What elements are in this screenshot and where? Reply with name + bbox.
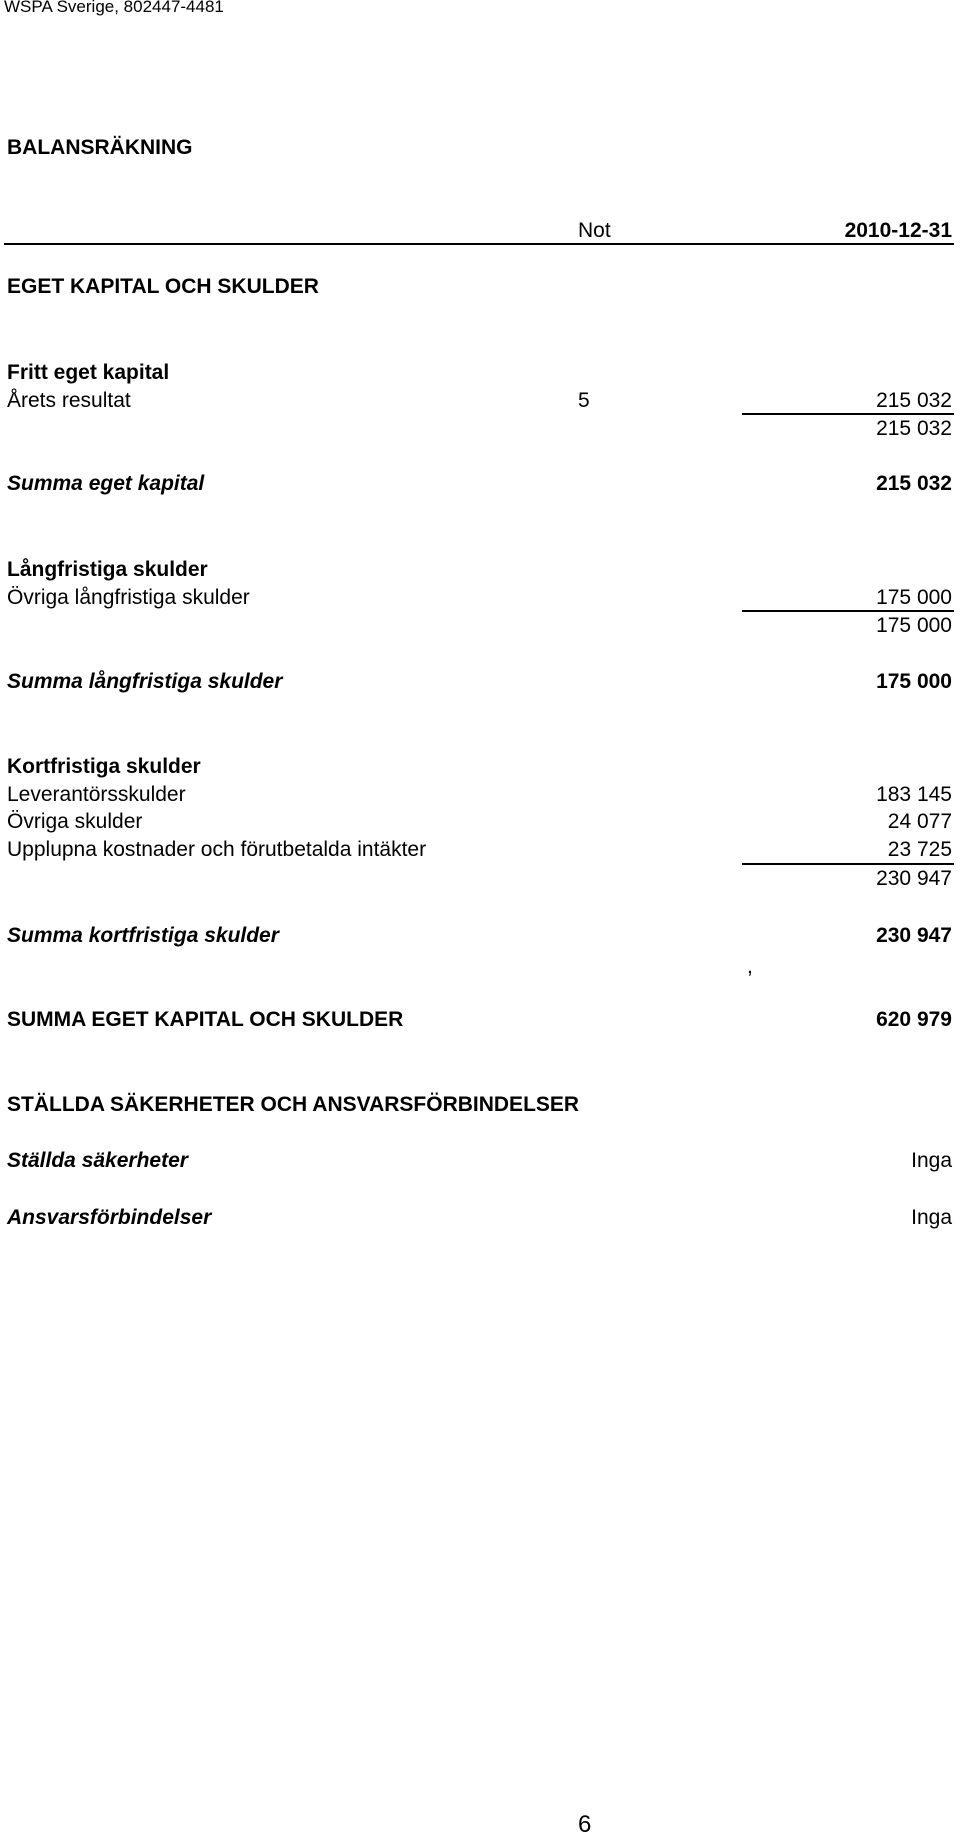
- section-heading-equity-liabilities: EGET KAPITAL OCH SKULDER: [7, 275, 319, 298]
- grand-total-value: 620 979: [876, 1008, 952, 1031]
- heading-stallda-sakerheter-ansvar: STÄLLDA SÄKERHETER OCH ANSVARSFÖRBINDELSER: [7, 1093, 580, 1116]
- row-label-leverantorsskulder: Leverantörsskulder: [7, 783, 186, 806]
- row-value-leverantorsskulder: 183 145: [876, 783, 952, 806]
- ansvarsforbindelser-value: Inga: [911, 1206, 952, 1229]
- summa-eget-kapital-label: Summa eget kapital: [7, 472, 205, 495]
- row-value-upplupna-kostnader: 23 725: [887, 838, 952, 861]
- row-note-arets-resultat: 5: [578, 389, 590, 412]
- summa-eget-kapital-value: 215 032: [876, 472, 952, 495]
- sum-rule: [742, 413, 954, 415]
- heading-fritt-eget-kapital: Fritt eget kapital: [7, 361, 170, 384]
- row-label-ovriga-skulder: Övriga skulder: [7, 810, 143, 833]
- column-header-not: Not: [578, 219, 611, 242]
- stallda-sakerheter-value: Inga: [911, 1149, 952, 1172]
- summa-langfristiga-label: Summa långfristiga skulder: [7, 670, 283, 693]
- row-label-arets-resultat: Årets resultat: [7, 389, 131, 412]
- stallda-sakerheter-label: Ställda säkerheter: [7, 1149, 188, 1172]
- row-label-ovriga-langfristiga: Övriga långfristiga skulder: [7, 586, 250, 609]
- grand-total-label: SUMMA EGET KAPITAL OCH SKULDER: [7, 1008, 404, 1031]
- subtotal-fritt-eget-kapital: 215 032: [876, 417, 952, 440]
- subtotal-langfristiga: 175 000: [876, 614, 952, 637]
- page-title: BALANSRÄKNING: [7, 136, 193, 159]
- summa-kortfristiga-value: 230 947: [876, 924, 952, 947]
- row-value-ovriga-langfristiga: 175 000: [876, 586, 952, 609]
- stray-comma-mark: ,: [747, 955, 753, 978]
- header-rule: [4, 243, 954, 245]
- sum-rule: [742, 863, 954, 865]
- sum-rule: [742, 610, 954, 612]
- company-header: WSPA Sverige, 802447-4481: [4, 0, 224, 16]
- heading-kortfristiga-skulder: Kortfristiga skulder: [7, 755, 201, 778]
- row-label-upplupna-kostnader: Upplupna kostnader och förutbetalda intäkter: [7, 838, 427, 861]
- page-number: 6: [578, 1811, 592, 1838]
- subtotal-kortfristiga: 230 947: [876, 867, 952, 890]
- heading-langfristiga-skulder: Långfristiga skulder: [7, 558, 208, 581]
- summa-langfristiga-value: 175 000: [876, 670, 952, 693]
- ansvarsforbindelser-label: Ansvarsförbindelser: [7, 1206, 212, 1229]
- column-header-date: 2010-12-31: [844, 219, 952, 242]
- summa-kortfristiga-label: Summa kortfristiga skulder: [7, 924, 279, 947]
- row-value-ovriga-skulder: 24 077: [887, 810, 952, 833]
- row-value-arets-resultat: 215 032: [876, 389, 952, 412]
